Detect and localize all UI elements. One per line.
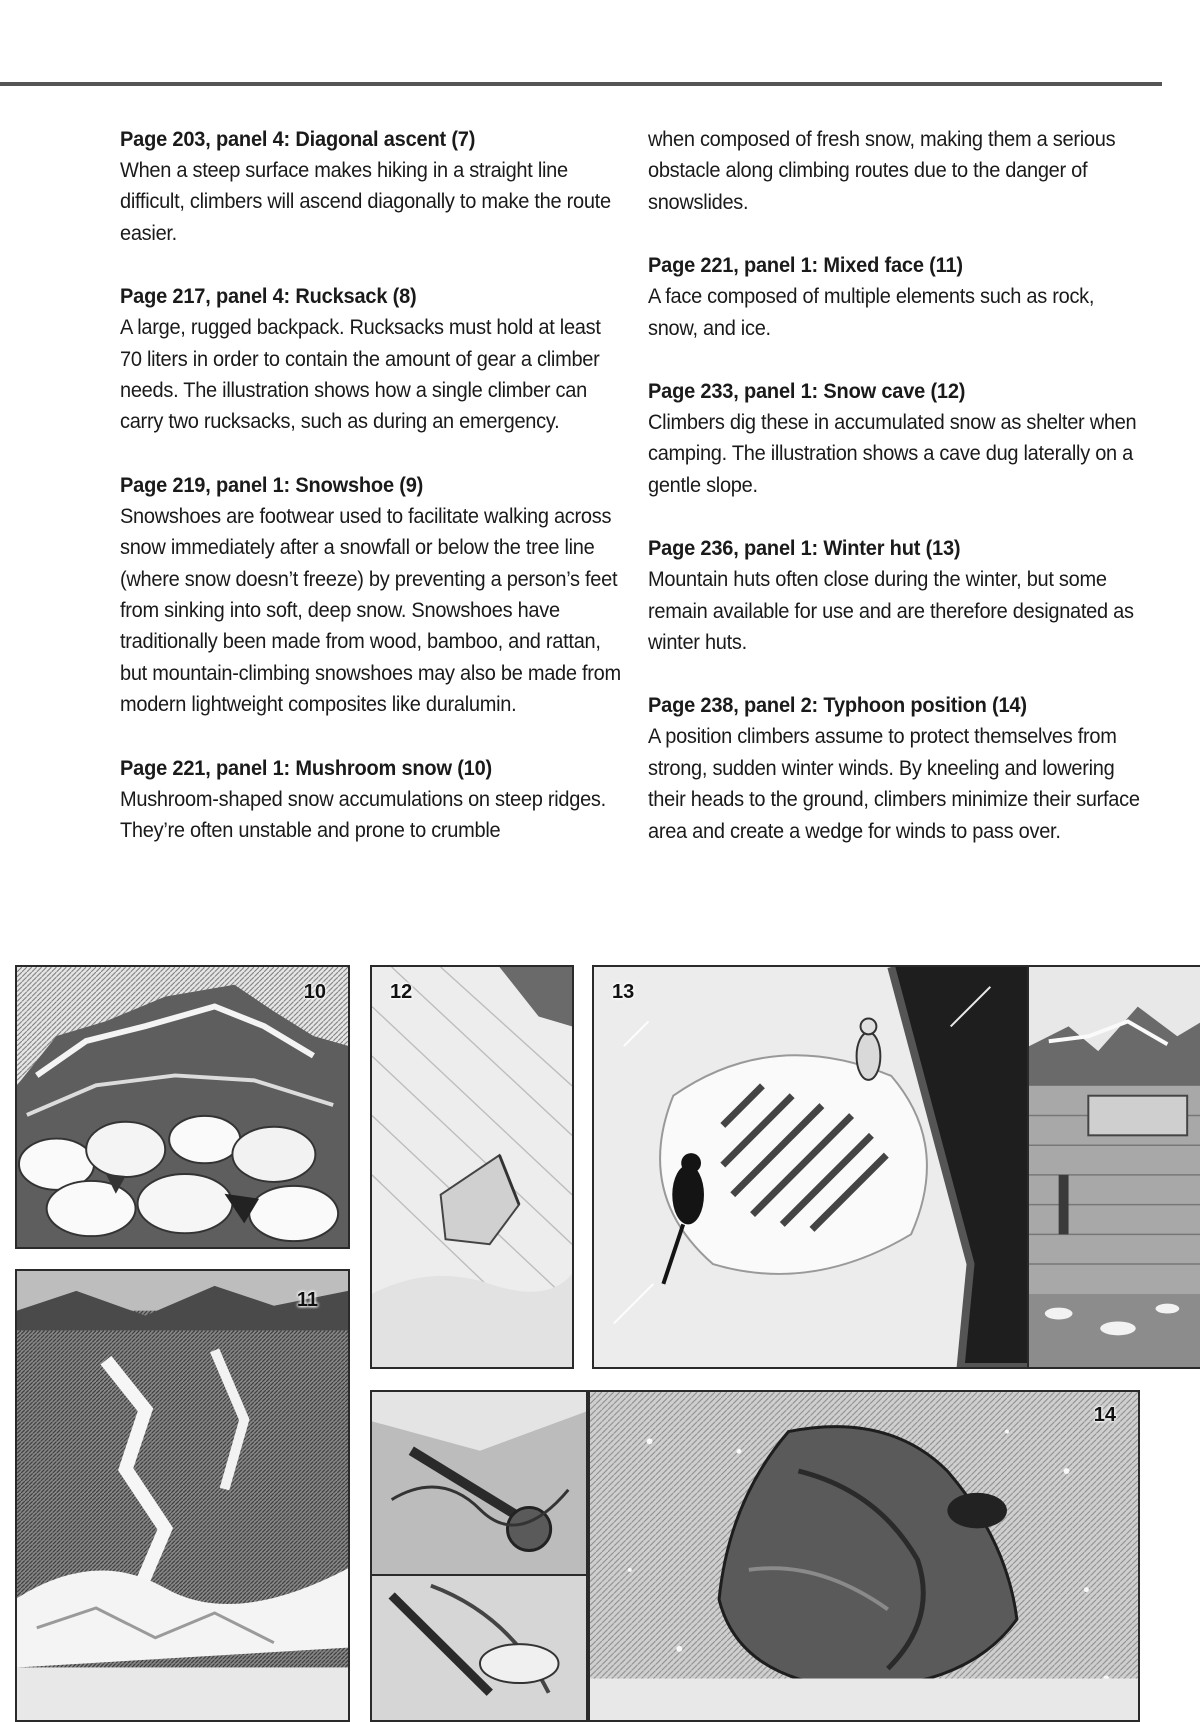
glossary-entry — [648, 376, 1148, 501]
header-rule — [0, 82, 1162, 86]
panel-number: 11 — [296, 1289, 318, 1311]
glossary-entry — [120, 281, 625, 438]
manga-panel-mixed-face — [15, 1269, 350, 1722]
glossary-entry — [648, 690, 1148, 847]
glossary-entry — [648, 533, 1148, 658]
entry-title: Page 238, panel 2: Typhoon position (14) — [648, 693, 1027, 718]
entry-title: Page 221, panel 1: Mixed face (11) — [648, 253, 963, 278]
entry-title: Page 221, panel 1: Mushroom snow (10) — [120, 755, 493, 780]
entry-title: Page 203, panel 4: Diagonal ascent (7) — [120, 127, 476, 151]
winter-hut-aerial-illustration — [594, 967, 1027, 1367]
glossary-entry — [120, 124, 625, 249]
entry-title: Page 217, panel 4: Rucksack (8) — [120, 284, 417, 309]
entry-body: A large, rugged backpack. Rucksacks must hold at least 70 liters in order to contain the amount of gear a climber needs. The illustration shows how a single climber can carry two rucksacks, such as during an emergency. — [120, 315, 601, 434]
panel-number: 12 — [390, 981, 413, 1003]
panel-number: 13 — [612, 981, 635, 1003]
entry-body: When a steep surface makes hiking in a straight line difficult, climbers will ascend diagonally to make the route easier. — [120, 158, 611, 245]
glossary-entry — [648, 250, 1148, 344]
manga-panel-winter-hut — [592, 965, 1029, 1369]
manga-panel-gear-closeup-bottom — [370, 1574, 588, 1722]
entry-body: A face composed of multiple elements such as rock, snow, and ice. — [648, 284, 1095, 340]
entry-continuation: when composed of fresh snow, making them a serious obstacle along climbing routes due to the danger of snowslides. — [648, 127, 1116, 214]
entry-title: Page 236, panel 1: Winter hut (13) — [648, 536, 961, 561]
glossary-column-left — [120, 124, 625, 879]
entry-body: A position climbers assume to protect themselves from strong, sudden winter winds. By kneeling and lowering their heads to the ground, climbers minimize their surface area and create a wedge for winds to pass over. — [648, 724, 1140, 843]
hut-building-illustration — [1029, 967, 1200, 1367]
mushroom-snow-illustration — [17, 967, 348, 1247]
glossary-entry — [120, 753, 625, 847]
gear-closeup-illustration-2 — [372, 1576, 586, 1720]
snow-cave-illustration — [372, 967, 572, 1367]
gear-closeup-illustration — [372, 1392, 586, 1574]
mixed-face-illustration — [17, 1271, 348, 1720]
typhoon-position-illustration — [590, 1392, 1138, 1720]
entry-body: Mushroom-shaped snow accumulations on steep ridges. They’re often unstable and prone to crumble — [120, 786, 606, 843]
manga-panel-snow-cave — [370, 965, 574, 1369]
glossary-column-right — [648, 124, 1148, 879]
entry-title: Page 233, panel 1: Snow cave (12) — [648, 379, 966, 404]
panel-number: 10 — [303, 981, 326, 1003]
entry-body: Snowshoes are footwear used to facilitate walking across snow immediately after a snowfall or below the tree line (where snow doesn’t freeze) by preventing a person’s feet from sinking into soft, deep snow. Snowshoes have traditionally been made from wood, bamboo, and rattan, but mountain-climbing snowshoes may also be made from modern lightweight composites like duralumin. — [120, 503, 621, 717]
manga-panel-gear-closeup-top — [370, 1390, 588, 1576]
manga-panel-hut-building — [1027, 965, 1200, 1369]
manga-panel-typhoon-position — [588, 1390, 1140, 1722]
manga-panel-mushroom-snow — [15, 965, 350, 1249]
glossary-entry — [120, 470, 625, 721]
entry-body: Mountain huts often close during the winter, but some remain available for use and are therefore designated as winter huts. — [648, 567, 1134, 655]
entry-body: Climbers dig these in accumulated snow as shelter when camping. The illustration shows a cave dug laterally on a gentle slope. — [648, 410, 1137, 497]
entry-title: Page 219, panel 1: Snowshoe (9) — [120, 472, 424, 497]
panel-number: 14 — [1093, 1404, 1116, 1426]
